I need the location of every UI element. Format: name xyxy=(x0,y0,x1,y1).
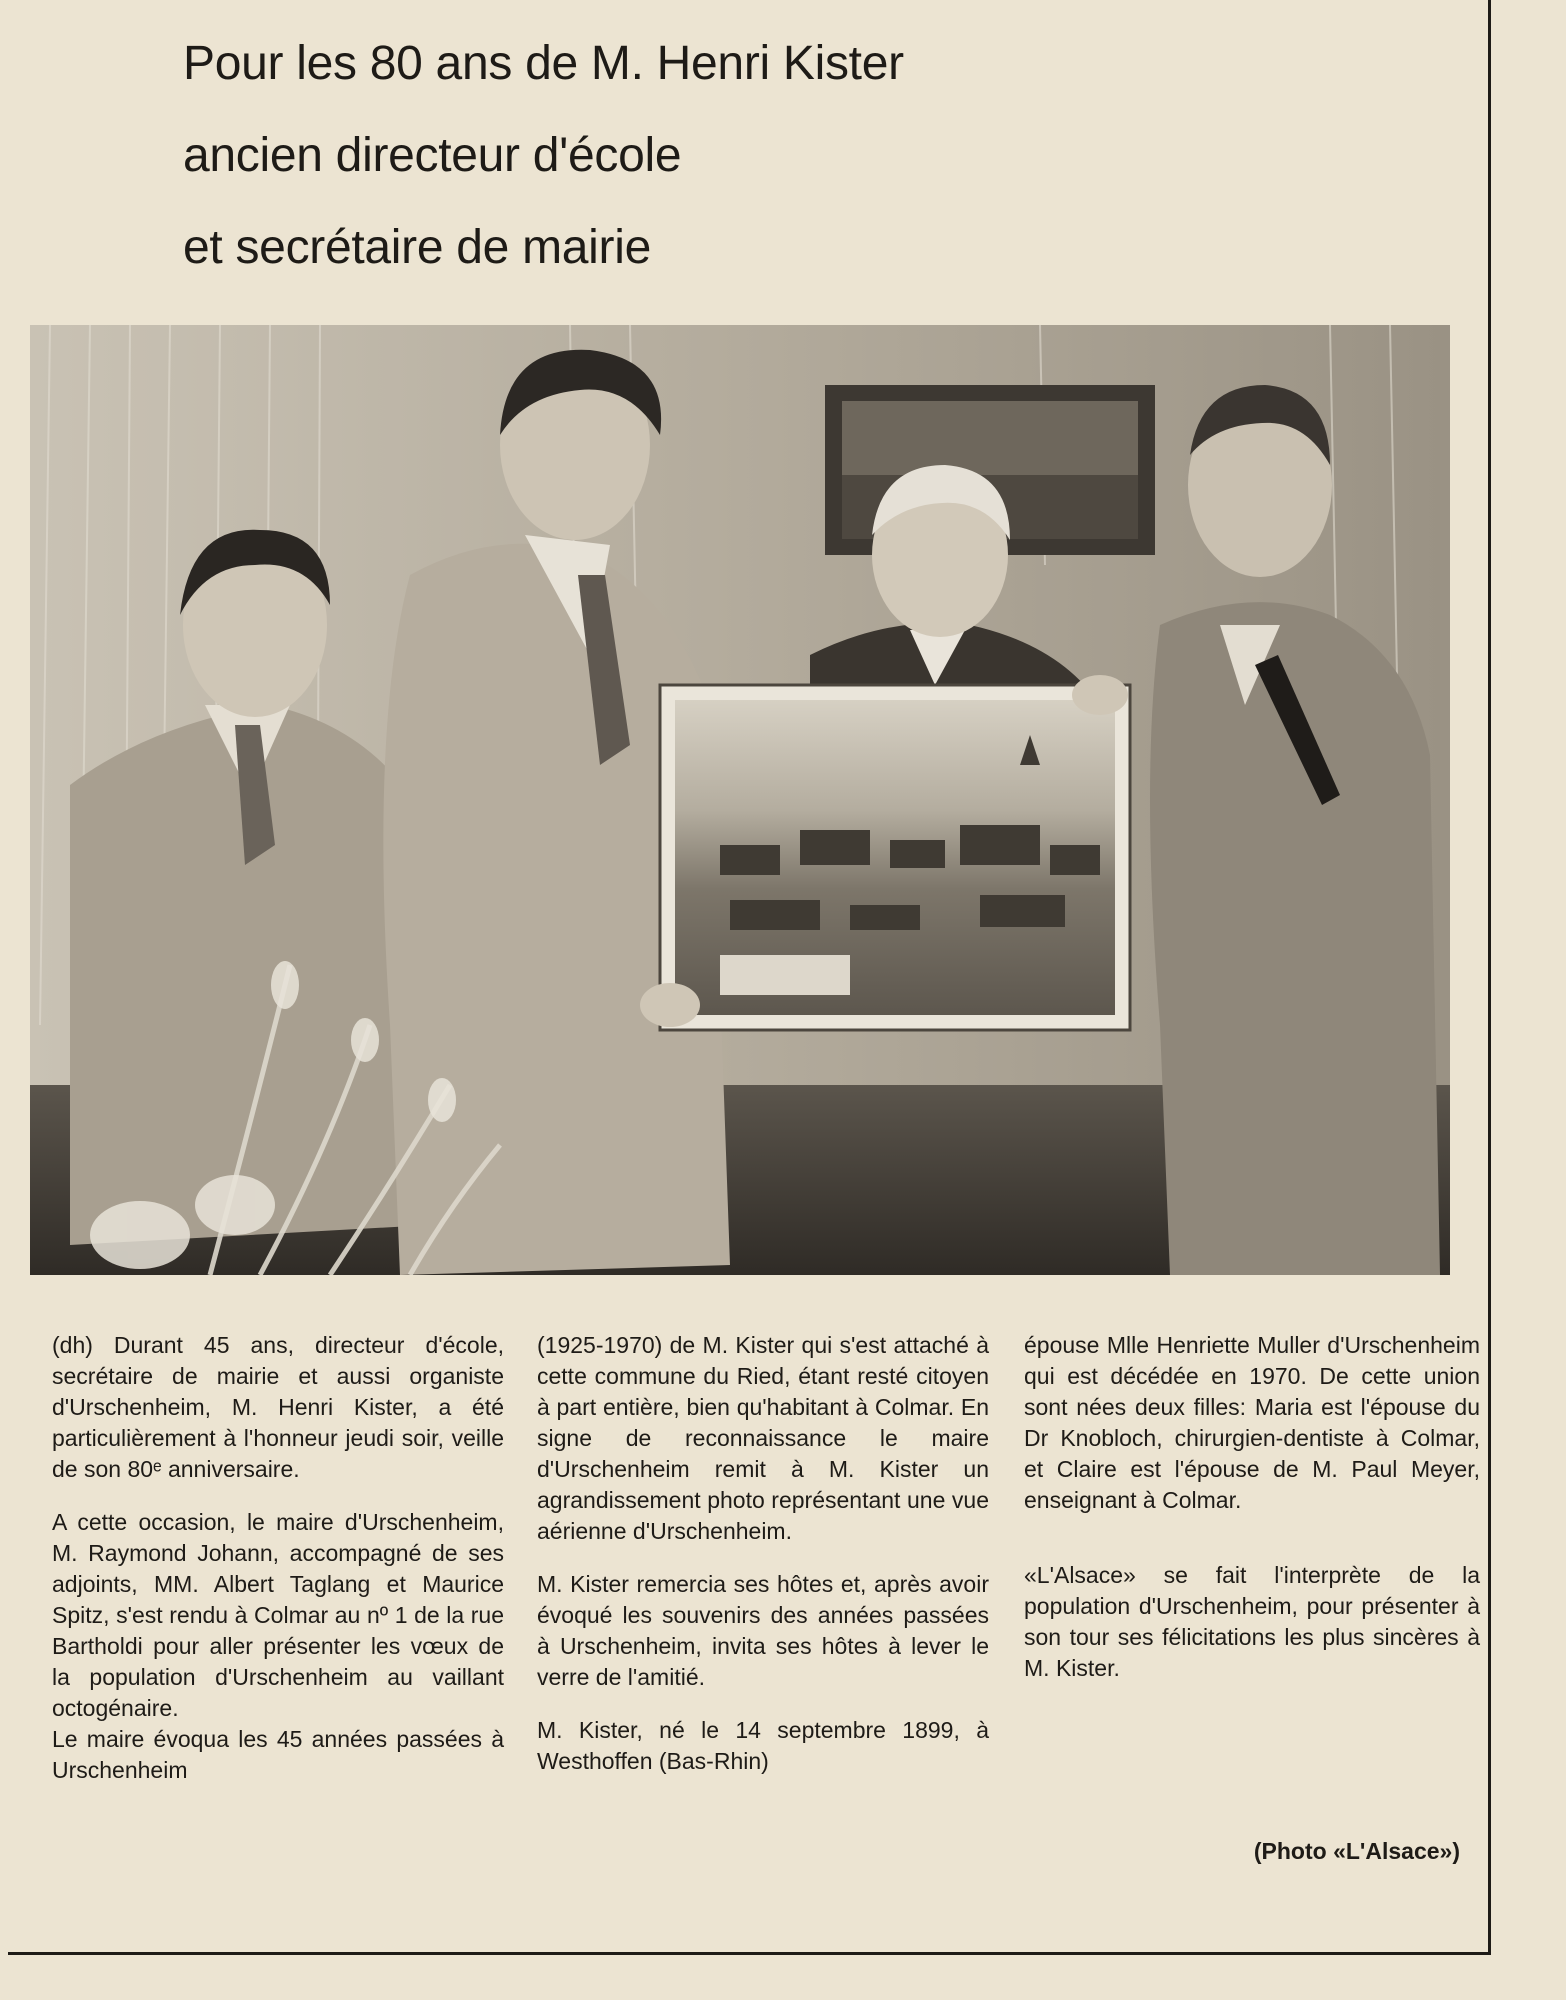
headline-line-2: ancien directeur d'école xyxy=(183,129,682,182)
headline-line-1: Pour les 80 ans de M. Henri Kister xyxy=(183,37,904,90)
paragraph: M. Kister, né le 14 septembre 1899, à Westhoffen (Bas-Rhin) xyxy=(537,1717,989,1774)
hand-right xyxy=(1072,675,1128,715)
clipping-border-right xyxy=(1488,0,1491,1955)
article-column-1 xyxy=(52,1330,504,1808)
held-village-photo xyxy=(660,685,1130,1030)
paragraph: (dh) Durant 45 ans, directeur d'école, secrétaire de mairie et aussi organiste d'Urschenheim, M. Henri Kister, a été particulièrement à l'honneur jeudi soir, veille de son 80ᵉ anniversaire. xyxy=(52,1332,504,1482)
headline-line-3: et secrétaire de mairie xyxy=(183,221,651,274)
headline xyxy=(183,18,1433,294)
press-photo xyxy=(30,325,1450,1275)
clipping-border-bottom xyxy=(8,1952,1491,1955)
paragraph: «L'Alsace» se fait l'interprète de la population d'Urschenheim, pour présenter à son tour ses félicitations les plus sincères à M. Kister. xyxy=(1024,1562,1480,1681)
press-photo-illustration xyxy=(30,325,1450,1275)
paragraph: A cette occasion, le maire d'Urschenheim, M. Raymond Johann, accompagné de ses adjoints, MM. Albert Taglang et Maurice Spitz, s'est rendu à Colmar au nº 1 de la rue Bartholdi pour aller présenter les vœux de la population d'Urschenheim au vaillant octogénaire. xyxy=(52,1509,504,1721)
paragraph: M. Kister remercia ses hôtes et, après avoir évoqué les souvenirs des années passées à Urschenheim, invita ses hôtes à lever le verre de l'amitié. xyxy=(537,1571,989,1690)
verso-show-through-left xyxy=(20,30,160,230)
paragraph: (1925-1970) de M. Kister qui s'est attaché à cette commune du Ried, étant resté citoyen à part entière, bien qu'habitant à Colmar. En signe de reconnaissance le maire d'Urschenheim remit à M. Kister un agrandissement photo représentant une vue aérienne d'Urschenheim. xyxy=(537,1332,989,1544)
article-column-2 xyxy=(537,1330,989,1799)
paragraph: épouse Mlle Henriette Muller d'Urschenheim qui est décédée en 1970. De cette union sont nées deux filles: Maria est l'épouse du Dr Knobloch, chirurgien-dentiste à Colmar, et Claire est l'épouse de M. Paul Meyer, enseignant à Colmar. xyxy=(1024,1332,1480,1513)
paragraph: Le maire évoqua les 45 années passées à Urschenheim xyxy=(52,1726,504,1783)
article-column-3 xyxy=(1024,1330,1480,1706)
photo-credit: (Photo «L'Alsace») xyxy=(1253,1838,1460,1864)
hand-left xyxy=(640,983,700,1027)
